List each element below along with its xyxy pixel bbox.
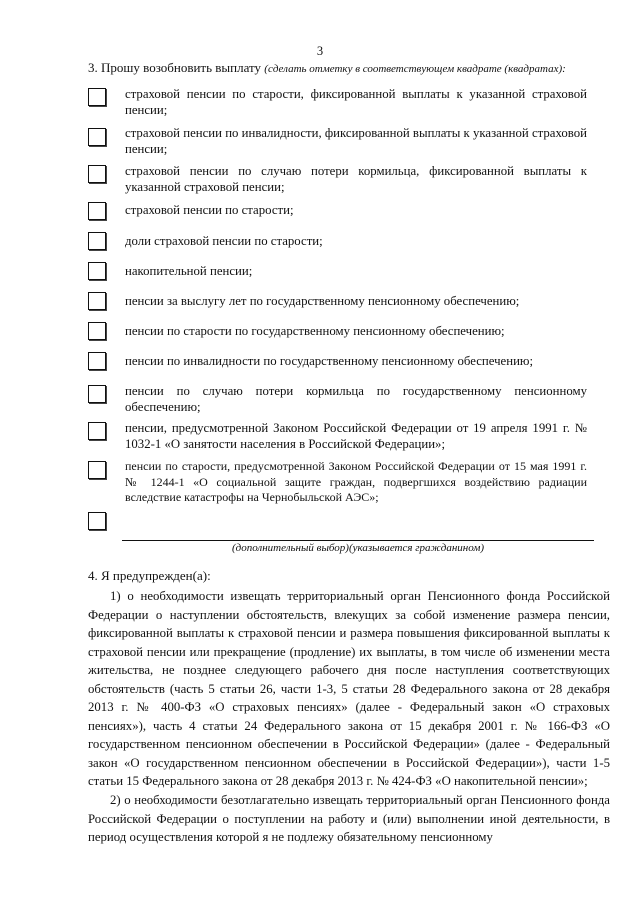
option-checkbox[interactable] bbox=[88, 292, 106, 310]
option-label: пенсии по случаю потери кормильца по государственному пенсионному обеспечению; bbox=[125, 384, 587, 414]
option-label: страховой пенсии по инвалидности, фиксированной выплаты к указанной страховой пенсии; bbox=[125, 126, 587, 156]
option-checkbox[interactable] bbox=[88, 88, 106, 106]
option-label: страховой пенсии по старости; bbox=[125, 203, 294, 217]
option-label: накопительной пенсии; bbox=[125, 264, 253, 278]
section-3-heading bbox=[88, 60, 588, 77]
option-label: страховой пенсии по случаю потери кормильца, фиксированной выплаты к указанной страховой пенсии; bbox=[125, 164, 587, 194]
page-number: 3 bbox=[316, 44, 324, 58]
section-4-heading: 4. Я предупрежден(а): bbox=[88, 568, 211, 583]
section-3-hint: (сделать отметку в соответствующем квадрате (квадратах): bbox=[264, 63, 566, 75]
custom-option-checkbox[interactable] bbox=[88, 512, 106, 530]
option-label: пенсии по старости, предусмотренной Законом Российской Федерации от 15 мая 1991 г. № 1244-1 «О социальной защите граждан, подвергшихся воздействию радиации вследствие катастрофы на Чернобыльской АЭС»; bbox=[125, 459, 587, 504]
option-checkbox[interactable] bbox=[88, 461, 106, 479]
option-label: страховой пенсии по старости, фиксированной выплаты к указанной страховой пенсии; bbox=[125, 87, 587, 117]
option-checkbox[interactable] bbox=[88, 322, 106, 340]
section-3-title: 3. Прошу возобновить выплату bbox=[88, 60, 262, 75]
option-checkbox[interactable] bbox=[88, 262, 106, 280]
custom-option-caption: (дополнительный выбор)(указывается гражданином) bbox=[231, 542, 485, 554]
option-checkbox[interactable] bbox=[88, 385, 106, 403]
option-label: пенсии, предусмотренной Законом Российской Федерации от 19 апреля 1991 г. № 1032-1 «О занятости населения в Российской Федерации»; bbox=[125, 421, 587, 451]
option-label: пенсии по старости по государственному пенсионному обеспечению; bbox=[125, 324, 505, 338]
option-checkbox[interactable] bbox=[88, 422, 106, 440]
option-checkbox[interactable] bbox=[88, 165, 106, 183]
custom-option-input-line[interactable] bbox=[122, 540, 594, 541]
warning-paragraph: 2) о необходимости безотлагательно извещать территориальный орган Пенсионного фонда Российской Федерации о поступлении на работу и (или) выполнении иной деятельности, в период осуществления которой я не подлежу обязательному пенсионному bbox=[88, 793, 610, 844]
option-checkbox[interactable] bbox=[88, 128, 106, 146]
warning-paragraph: 1) о необходимости извещать территориальный орган Пенсионного фонда Российской Федерации о наступлении обстоятельств, влекущих за собой изменение размера пенсии, фиксированной выплаты к страховой пенсии и размера повышения фиксированной выплаты к страховой пенсии или прекращение (продление) их выплаты, в том числе об изменении места жительства, не позднее следующего рабочего дня после наступления соответствующих обстоятельств (часть 5 статьи 26, части 1-3, 5 статьи 28 Федерального закона от 28 декабря 2013 г. № 400-ФЗ «О страховых пенсиях» (далее - Федеральный закон «О страховых пенсиях»), часть 4 статьи 24 Федерального закона от 15 декабря 2001 г. № 166-ФЗ «О государственном пенсионном обеспечении в Российской Федерации» (далее - Федеральный закон «О государственном пенсионном обеспечении в Российской Федерации»), части 1-5 статьи 15 Федерального закона от 28 декабря 2013 г. № 424-ФЗ «О накопительной пенсии»; bbox=[88, 589, 610, 788]
option-checkbox[interactable] bbox=[88, 352, 106, 370]
option-label: доли страховой пенсии по старости; bbox=[125, 234, 323, 248]
option-label: пенсии за выслугу лет по государственному пенсионному обеспечению; bbox=[125, 294, 520, 308]
option-checkbox[interactable] bbox=[88, 202, 106, 220]
option-checkbox[interactable] bbox=[88, 232, 106, 250]
option-label: пенсии по инвалидности по государственному пенсионному обеспечению; bbox=[125, 354, 534, 368]
